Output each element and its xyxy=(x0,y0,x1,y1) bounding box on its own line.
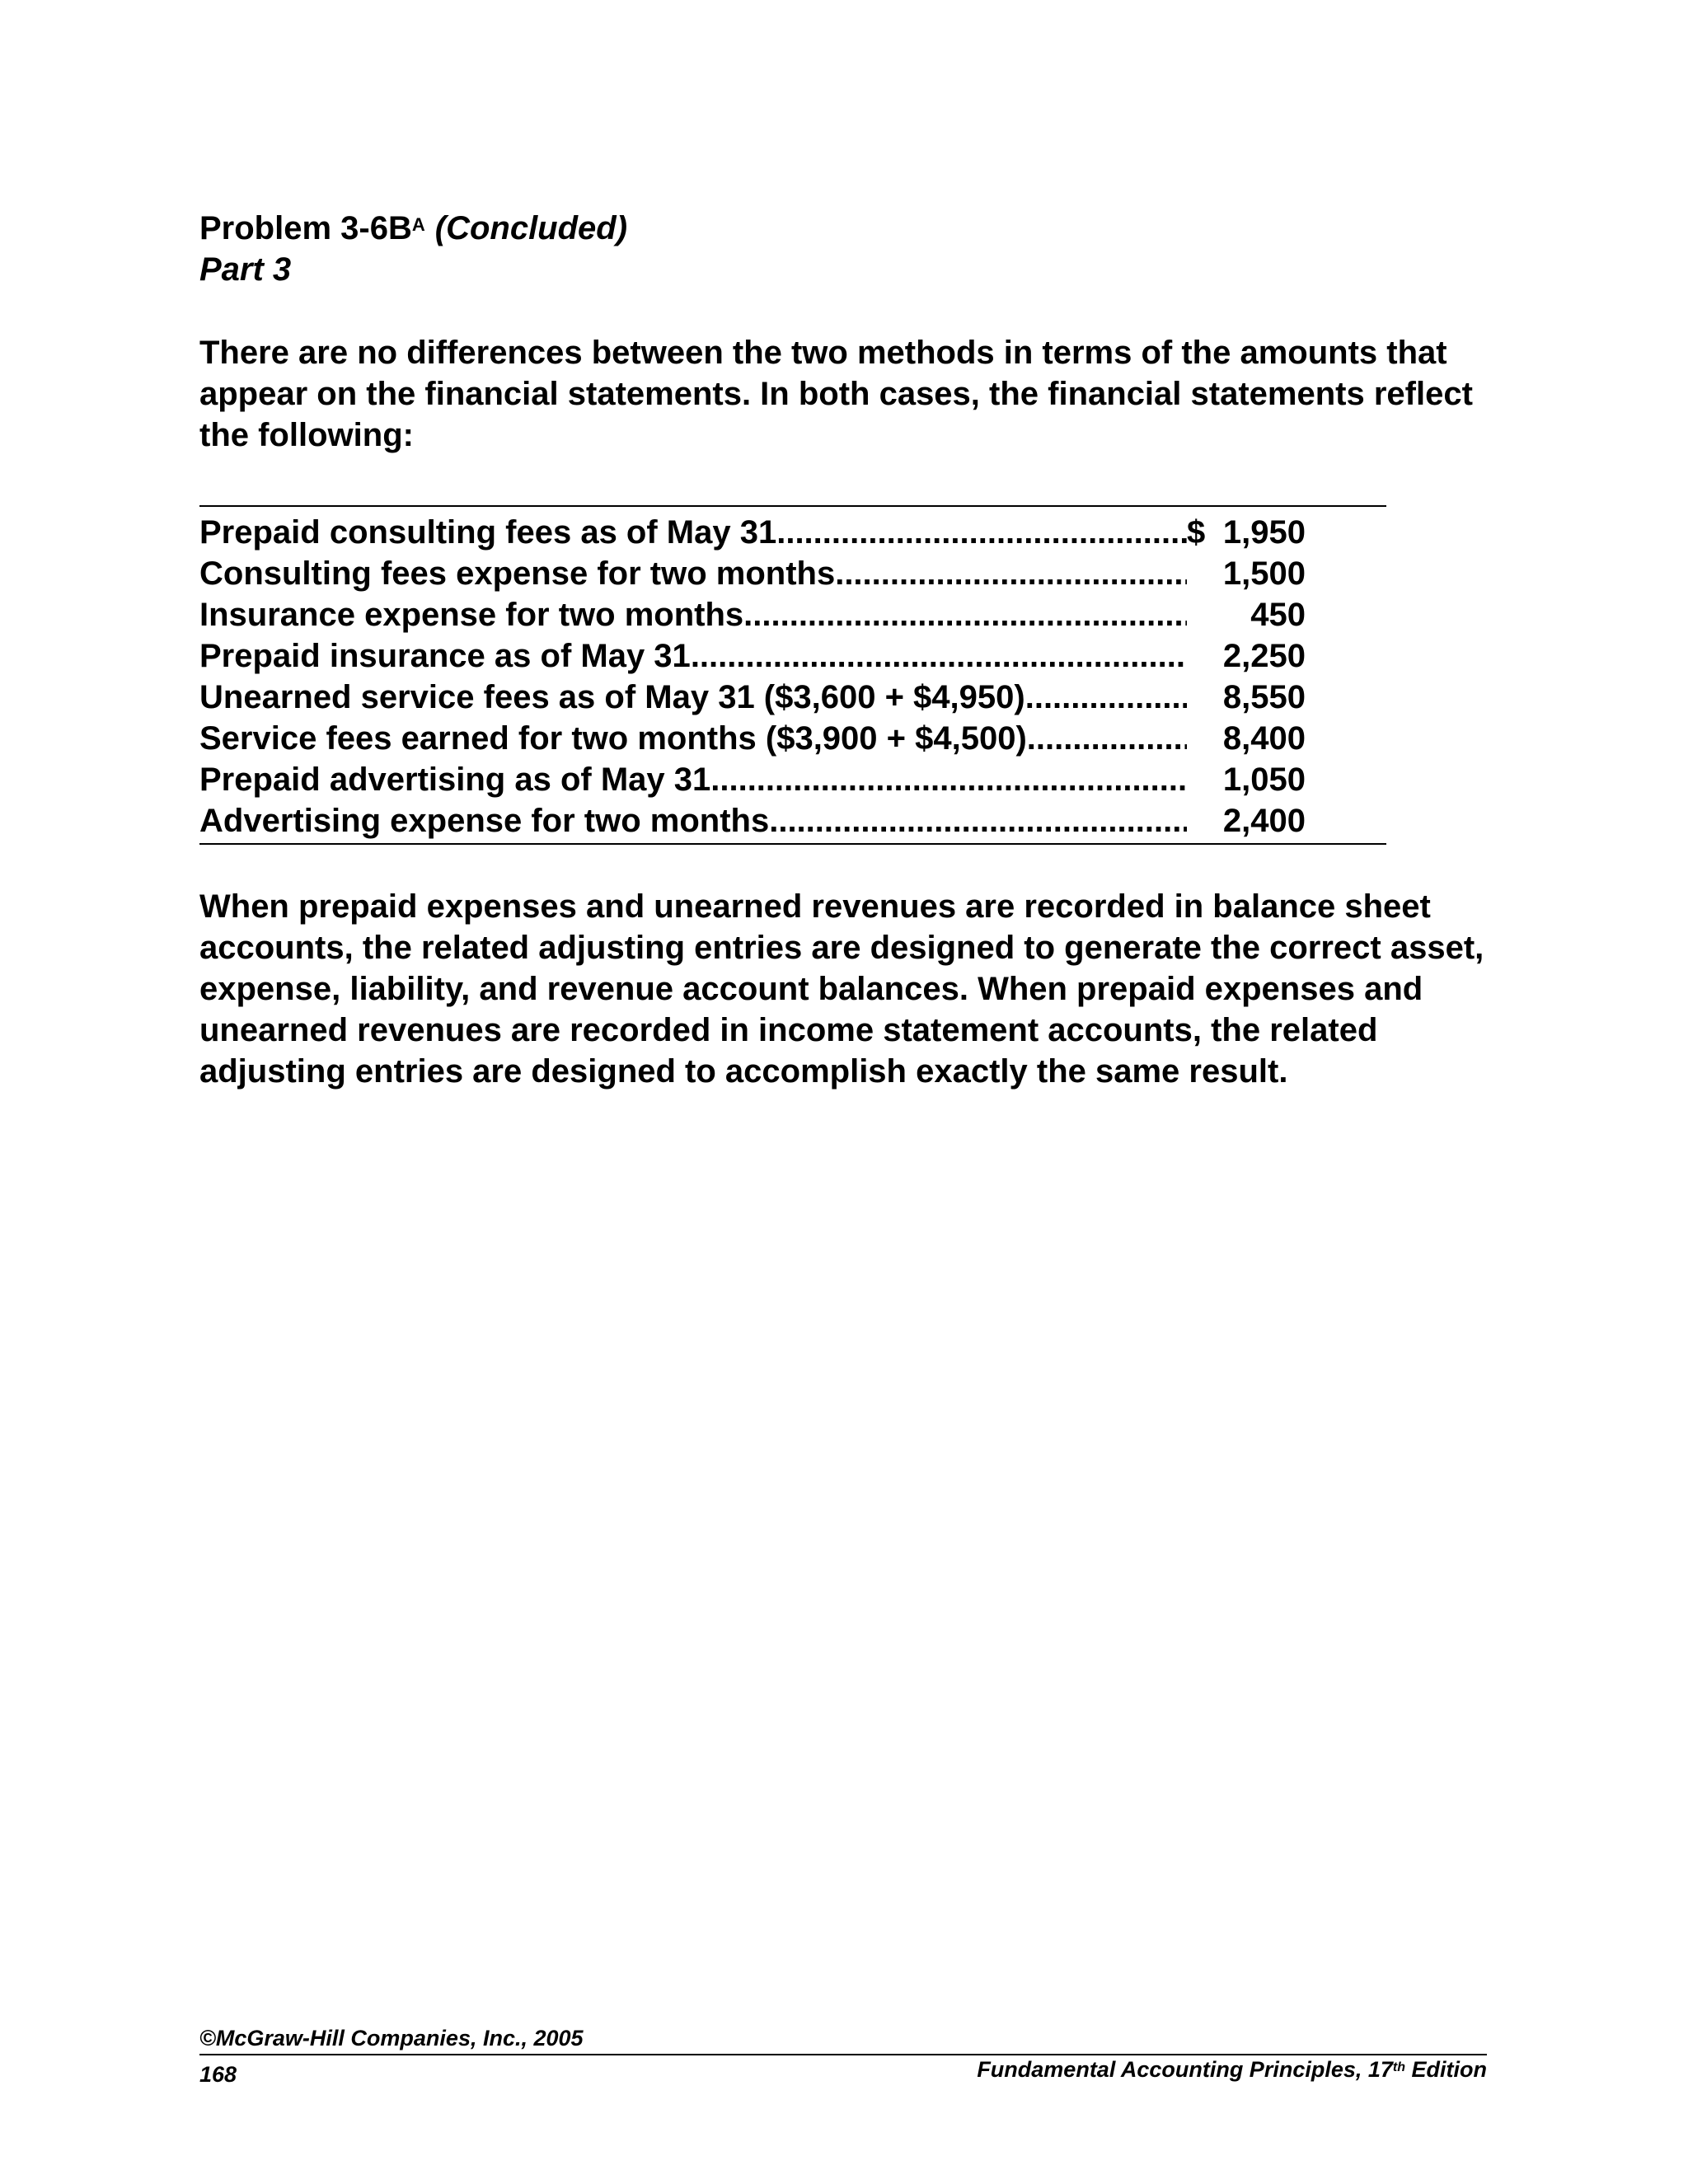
summary-row xyxy=(199,759,1386,800)
problem-status: (Concluded) xyxy=(434,210,628,246)
problem-heading xyxy=(199,208,627,290)
row-label: Unearned service fees as of May 31 ($3,600 + $4,950) xyxy=(199,679,1025,715)
summary-row xyxy=(199,677,1386,718)
problem-title: Problem 3-6B xyxy=(199,210,412,246)
row-amount: 8,550 xyxy=(1222,679,1306,715)
footer-copyright: ©McGraw-Hill Companies, Inc., 2005 xyxy=(199,2026,584,2050)
row-amount: 450 xyxy=(1250,597,1306,633)
page-number: 168 xyxy=(199,2062,237,2087)
leader-dots xyxy=(710,762,1187,798)
problem-superscript: A xyxy=(411,214,425,235)
row-label: Prepaid advertising as of May 31 xyxy=(199,762,711,798)
row-label: Advertising expense for two months xyxy=(199,803,770,839)
closing-paragraph: When prepaid expenses and unearned revenues are recorded in balance sheet accounts, the related adjusting entries are designed to generate the correct asset, expense, liability, and revenue account balances. When prepaid expenses and unearned revenues are recorded in income statement accounts, the related adjusting entries are designed to accomplish exactly the same result. xyxy=(199,888,1484,1090)
row-label: Prepaid insurance as of May 31 xyxy=(199,638,691,674)
leader-dots xyxy=(776,514,1187,551)
row-label: Insurance expense for two months xyxy=(199,597,744,633)
summary-row xyxy=(199,512,1386,553)
summary-row xyxy=(199,594,1386,635)
book-title-end: Edition xyxy=(1405,2057,1487,2082)
leader-dots xyxy=(769,803,1187,839)
summary-row xyxy=(199,553,1386,594)
financial-summary-table xyxy=(199,505,1386,845)
book-title-superscript: th xyxy=(1392,2060,1406,2074)
leader-dots xyxy=(1027,720,1187,757)
intro-paragraph: There are no differences between the two methods in terms of the amounts that appear on the financial statements. In both cases, the financial statements reflect the following: xyxy=(199,335,1473,453)
leader-dots xyxy=(743,597,1187,633)
row-amount: 1,950 xyxy=(1222,514,1306,551)
row-label: Consulting fees expense for two months xyxy=(199,555,836,592)
row-amount: 1,050 xyxy=(1222,762,1306,798)
summary-row xyxy=(199,800,1386,841)
row-amount: 2,250 xyxy=(1222,638,1306,674)
footer-book-title xyxy=(977,2055,1487,2083)
row-amount: 2,400 xyxy=(1222,803,1306,839)
leader-dots xyxy=(835,555,1187,592)
summary-row xyxy=(199,718,1386,759)
summary-row xyxy=(199,635,1386,677)
row-label: Service fees earned for two months ($3,900 + $4,500) xyxy=(199,720,1027,757)
leader-dots xyxy=(691,638,1187,674)
row-amount: 1,500 xyxy=(1222,555,1306,592)
problem-title-line xyxy=(199,208,627,249)
leader-dots xyxy=(1025,679,1187,715)
currency-symbol: $ xyxy=(1187,514,1206,551)
book-title-main: Fundamental Accounting Principles, 17 xyxy=(977,2057,1393,2082)
row-amount: 8,400 xyxy=(1222,720,1306,757)
row-label: Prepaid consulting fees as of May 31 xyxy=(199,514,777,551)
part-label: Part 3 xyxy=(199,251,292,288)
